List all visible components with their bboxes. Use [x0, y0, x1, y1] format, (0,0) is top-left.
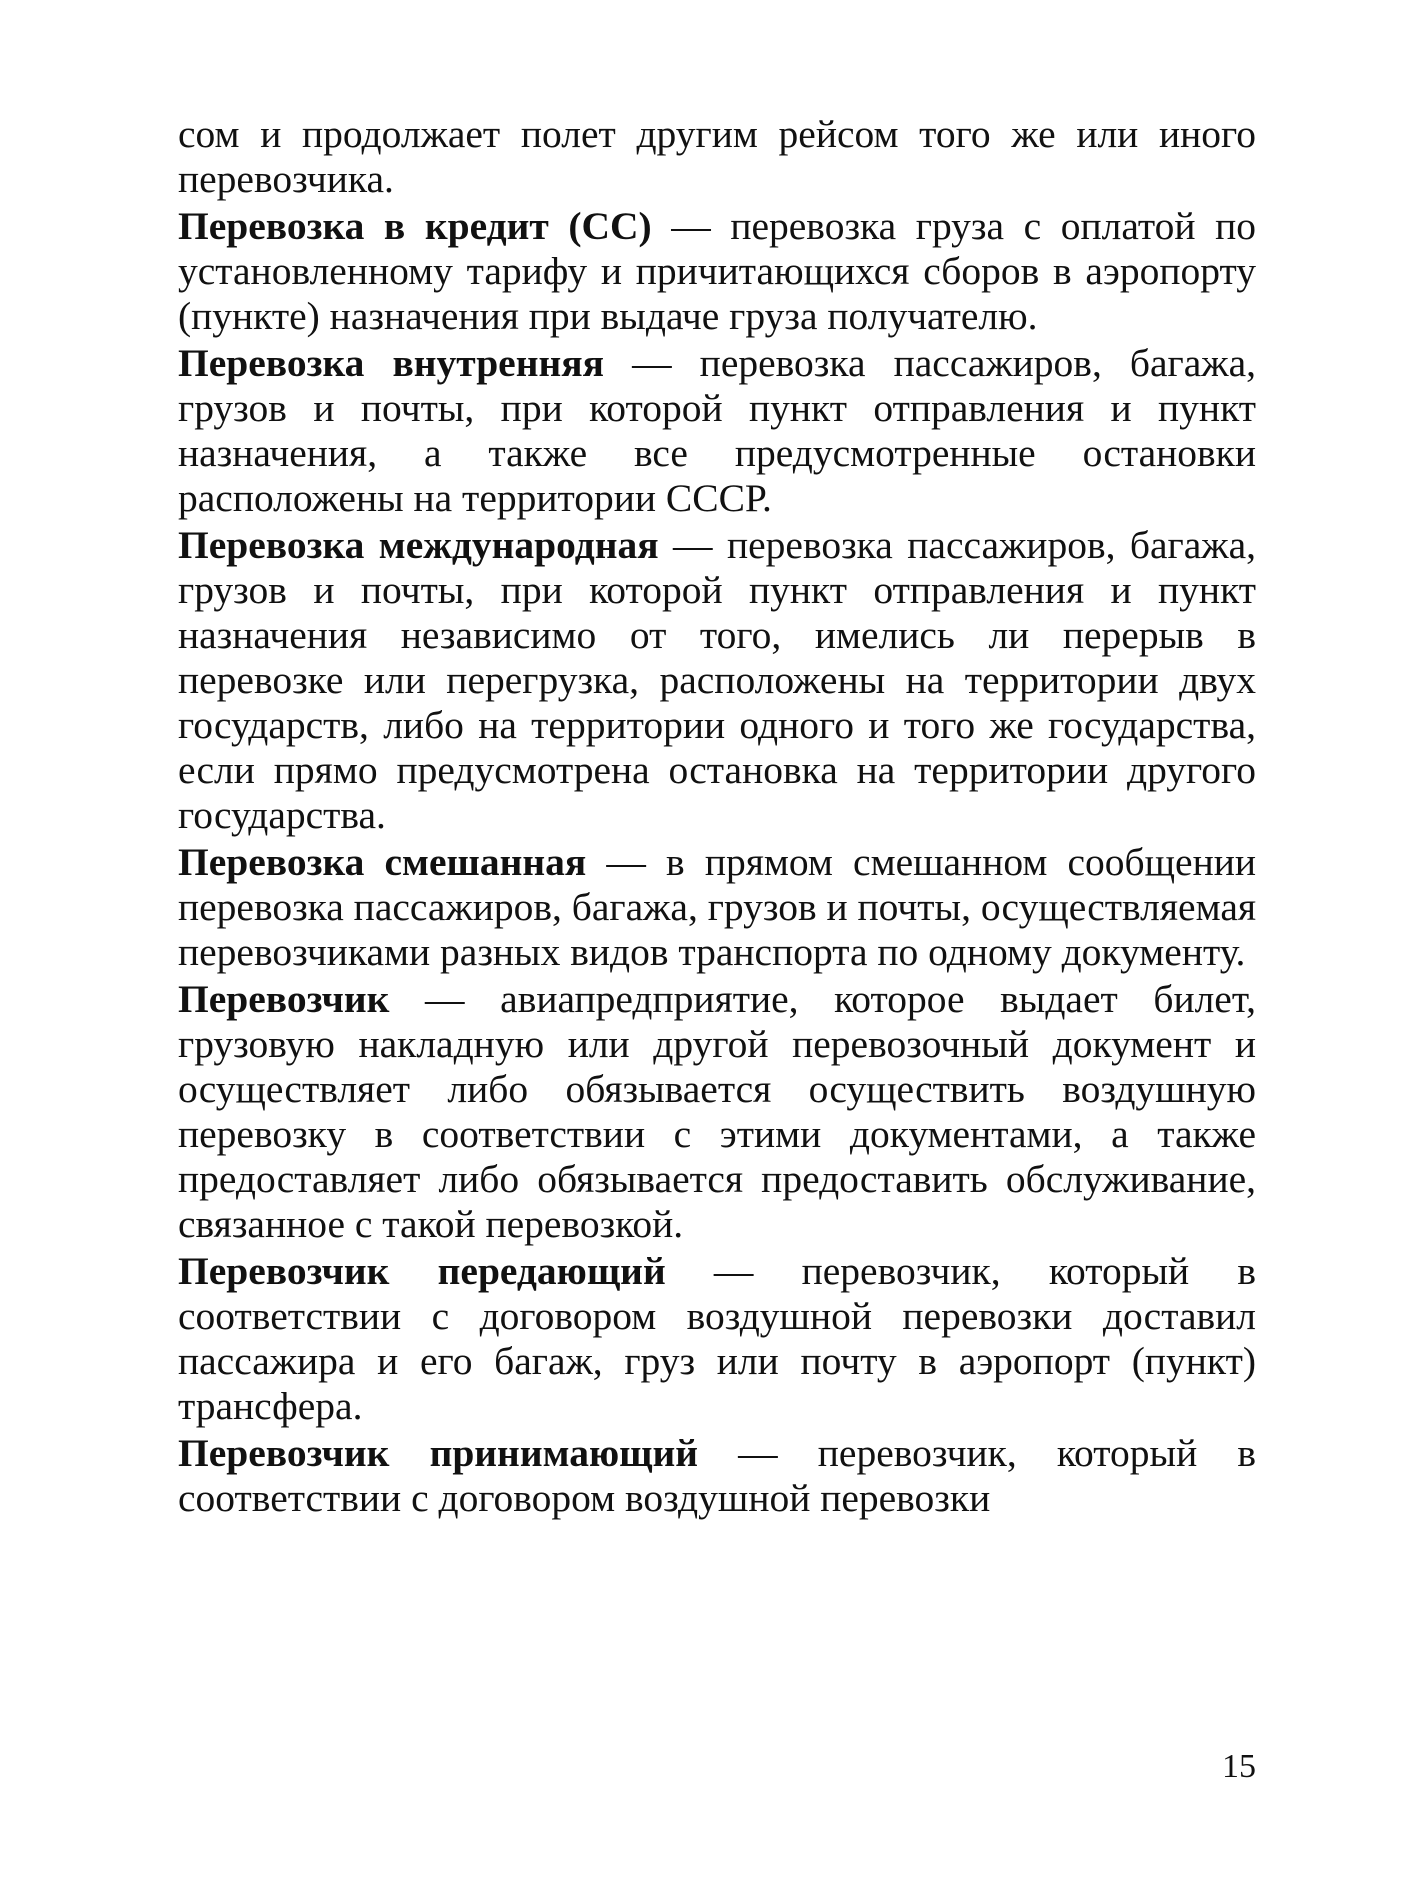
definition-perevozka-v-kredit — [178, 204, 1256, 339]
definition-text: — в прямом смешанном сообщении перевозка пассажиров, багажа, грузов и почты, осуществляемая перевозчиками разных видов транспорта по одному документу. — [178, 840, 1257, 974]
definition-term: Перевозчик передающий — [178, 1249, 666, 1293]
definition-perevozka-smeshannaya — [178, 840, 1256, 975]
definition-term: Перевозчик принимающий — [178, 1431, 699, 1475]
definition-perevozchik-peredayushchiy — [178, 1249, 1256, 1429]
definition-text: — перевозчик, который в соответствии с договором воздушной перевозки — [178, 1431, 1256, 1520]
page-number: 15 — [1222, 1748, 1256, 1785]
definition-term: Перевозчик — [178, 977, 390, 1021]
paragraph-text: сом и продолжает полет другим рейсом того же или иного перевозчика. — [178, 112, 1256, 201]
definition-perevozka-vnutrennyaya — [178, 341, 1256, 521]
paragraph-continuation — [178, 112, 1256, 202]
page-body — [178, 112, 1256, 1523]
definition-term: Перевозка международная — [178, 523, 659, 567]
definition-perevozchik — [178, 977, 1256, 1247]
definition-text: — перевозка пассажиров, багажа, грузов и почты, при которой пункт отправления и пункт назначения, а также все предусмотренные остановки расположены на территории СССР. — [178, 341, 1256, 520]
definition-text: — авиапредприятие, которое выдает билет, грузовую накладную или другой перевозочный документ и осуществляет либо обязывается осуществить воздушную перевозку в соответствии с этими документами, а также предоставляет либо обязывается предоставить обслуживание, связанное с такой перевозкой. — [178, 977, 1256, 1246]
definition-term: Перевозка внутренняя — [178, 341, 604, 385]
definition-term: Перевозка в кредит (СС) — [178, 204, 652, 248]
definition-term: Перевозка смешанная — [178, 840, 587, 884]
definition-perevozchik-prinimayushchiy — [178, 1431, 1256, 1521]
definition-text: — перевозка груза с оплатой по установленному тарифу и причитающихся сборов в аэропорту (пункте) назначения при выдаче груза получателю. — [178, 204, 1256, 338]
definition-text: — перевозчик, который в соответствии с договором воздушной перевозки доставил пассажира и его багаж, груз или почту в аэропорт (пункт) трансфера. — [178, 1249, 1257, 1428]
definition-text: — перевозка пассажиров, багажа, грузов и почты, при которой пункт отправления и пункт назначения независимо от того, имелись ли перерыв в перевозке или перегрузка, расположены на территории двух государств, либо на территории одного и того же государства, если прямо предусмотрена остановка на территории другого государства. — [178, 523, 1256, 837]
definition-perevozka-mezhdunarodnaya — [178, 523, 1256, 838]
